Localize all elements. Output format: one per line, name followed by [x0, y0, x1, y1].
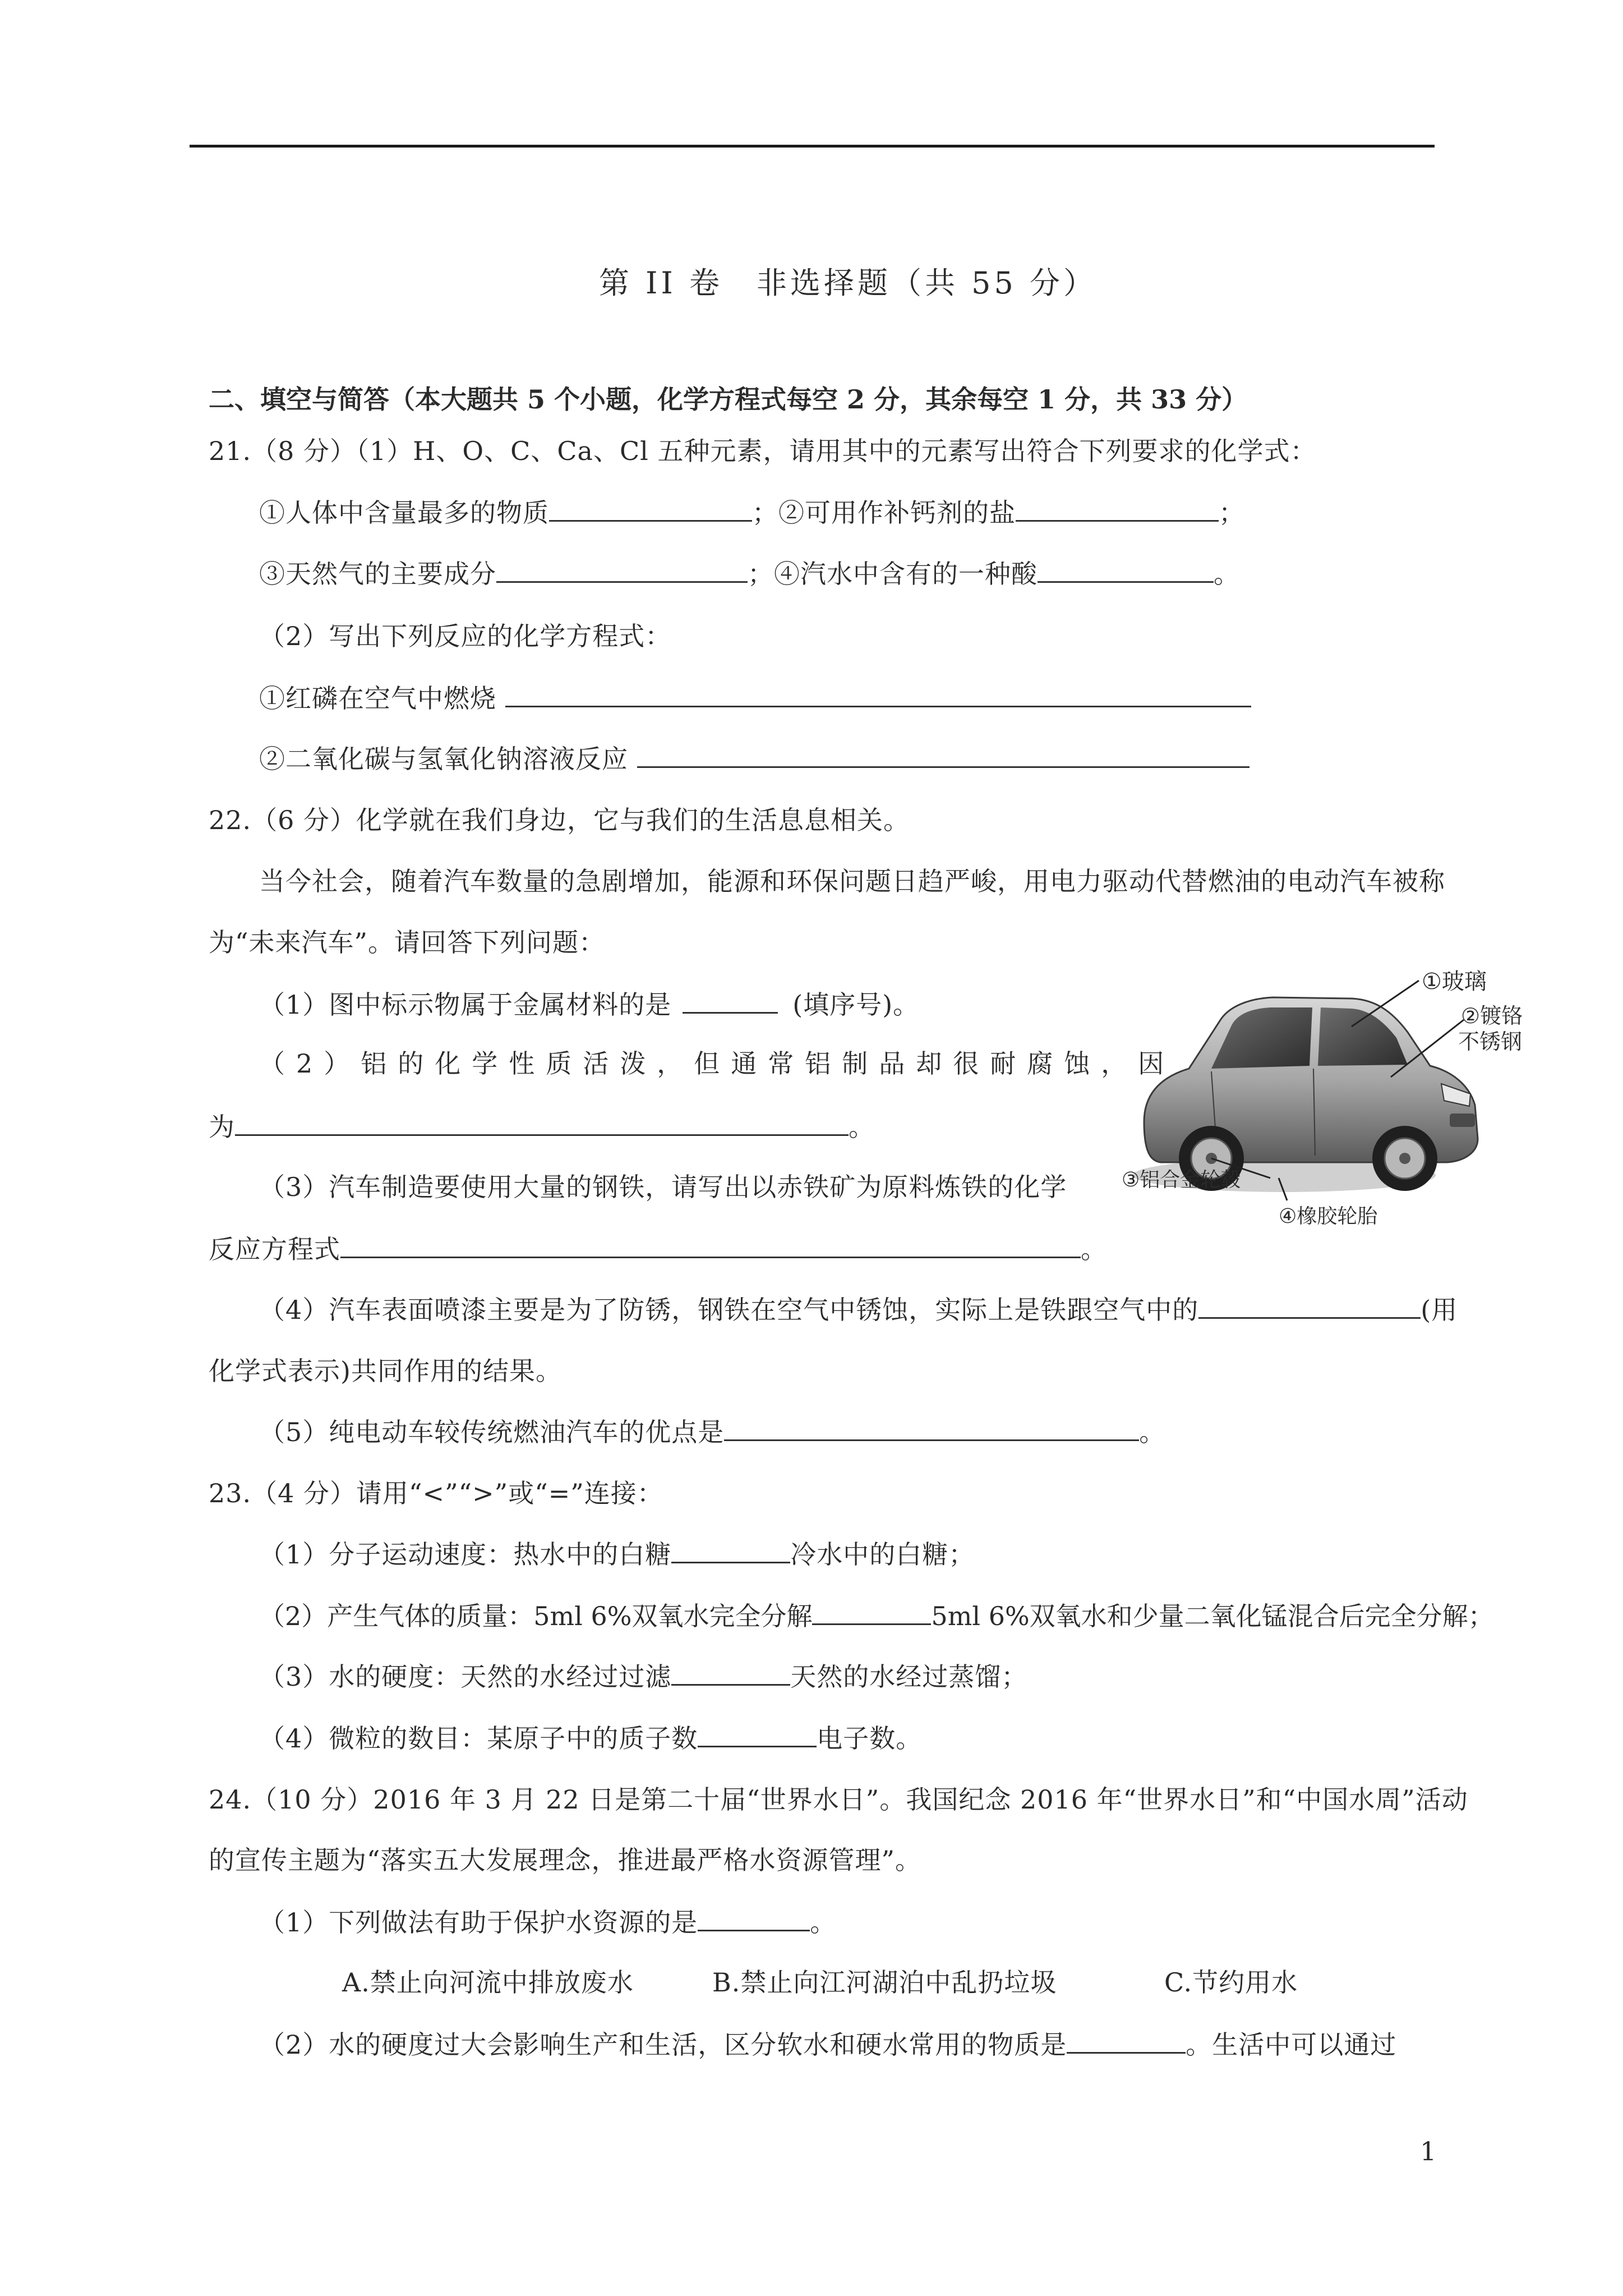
q21-blank1[interactable] [549, 495, 752, 522]
q24-stem2: 的宣传主题为“落实五大发展理念，推进最严格水资源管理”。 [209, 1845, 922, 1875]
q22-p2b: 为 [209, 1112, 235, 1142]
q21-blank2[interactable] [1016, 495, 1219, 522]
q22-p1-end: (填序号)。 [792, 990, 920, 1020]
q23-l2b: 5ml 6%双氧水和少量二氧化锰混合后完全分解； [931, 1601, 1494, 1631]
q23-stem: 23.（4 分）请用“<”“>”或“=”连接： [209, 1478, 663, 1508]
q22-p4b: 化学式表示)共同作用的结果。 [209, 1356, 562, 1386]
q21-blank3[interactable] [496, 556, 748, 583]
q23-row3 [259, 1659, 1027, 1694]
q22-p2b-row [209, 1110, 875, 1144]
q21-stem: 21.（8 分）（1）H、O、C、Ca、Cl 五种元素，请用其中的元素写出符合下列要求的化学式： [209, 436, 1317, 466]
q21-sep1: ； [752, 498, 778, 528]
page-title: 第 II 卷 非选择题（共 55 分） [599, 265, 1098, 301]
q22-p4a-row [259, 1292, 1458, 1327]
car-figure [1122, 954, 1548, 1245]
q22-p3b: 反应方程式 [209, 1234, 340, 1264]
q22-para2: 为“未来汽车”。请回答下列问题： [209, 927, 606, 958]
section-heading: 二、填空与简答（本大题共 5 个小题，化学方程式每空 2 分，其余每空 1 分，共 33 分） [209, 384, 1248, 415]
q22-p3-blank[interactable] [340, 1232, 1081, 1258]
q22-stem: 22.（6 分）化学就在我们身边，它与我们的生活息息相关。 [209, 805, 910, 835]
q24-option-c: C.节约用水 [1164, 1967, 1298, 1998]
q23-l1b: 冷水中的白糖； [790, 1539, 975, 1570]
q21-eq1-row [259, 681, 1251, 715]
q24-p1-end: 。 [810, 1907, 837, 1938]
header-rule [190, 145, 1435, 148]
q24-p1: （1）下列做法有助于保护水资源的是 [259, 1907, 698, 1938]
q24-option-b: B.禁止向江河湖泊中乱扔垃圾 [712, 1967, 1057, 1998]
q22-p5: （5）纯电动车较传统燃油汽车的优点是 [259, 1417, 725, 1447]
q21-eq2-blank[interactable] [637, 742, 1249, 768]
q21-row2 [259, 556, 1240, 591]
q24-p1-row [259, 1905, 836, 1939]
q23-row2 [259, 1599, 1494, 1633]
q22-para1: 当今社会，随着汽车数量的急剧增加，能源和环保问题日趋严峻，用电力驱动代替燃油的电动汽车被称 [259, 866, 1445, 896]
car-label-steel: 不锈钢 [1458, 1029, 1523, 1054]
q21-row1 [259, 495, 1245, 530]
q21-part2: （2）写出下列反应的化学方程式： [259, 621, 672, 651]
q21-sep3: ； [748, 559, 774, 589]
car-label-chrome: ②镀铬 [1461, 1004, 1523, 1028]
q21-eq1-blank[interactable] [505, 681, 1251, 707]
q23-blank1[interactable] [671, 1537, 790, 1563]
q23-l1a: （1）分子运动速度：热水中的白糖 [259, 1539, 672, 1570]
q21-end2: ； [1219, 498, 1245, 528]
q24-p2-blank[interactable] [1067, 2027, 1186, 2054]
q22-p5-end: 。 [1139, 1417, 1166, 1447]
q22-p3-end: 。 [1081, 1234, 1107, 1264]
q21-eq2: ②二氧化碳与氢氧化钠溶液反应 [259, 744, 628, 774]
q22-p2-blank[interactable] [235, 1110, 849, 1136]
q24-p2-end: 。生活中可以通过 [1186, 2030, 1397, 2060]
q21-eq2-row [259, 742, 1249, 776]
q24-p2: （2）水的硬度过大会影响生产和生活，区分软水和硬水常用的物质是 [259, 2030, 1067, 2060]
q24-stem1: 24.（10 分）2016 年 3 月 22 日是第二十届“世界水日”。我国纪念 2016 年“世界水日”和“中国水周”活动 [209, 1784, 1468, 1815]
q22-p1-row [259, 987, 919, 1022]
q23-l2a: （2）产生气体的质量：5ml 6%双氧水完全分解 [259, 1601, 813, 1631]
q23-row4 [259, 1721, 922, 1755]
car-label-glass: ①玻璃 [1422, 969, 1487, 995]
q23-l4b: 电子数。 [817, 1723, 923, 1754]
q21-end4: 。 [1214, 559, 1240, 589]
car-label-tire: ④橡胶轮胎 [1279, 1205, 1378, 1228]
q23-row1 [259, 1537, 975, 1571]
q22-p1-blank[interactable] [683, 987, 778, 1014]
q22-p3b-row [209, 1232, 1107, 1266]
q23-l3a: （3）水的硬度：天然的水经过过滤 [259, 1662, 672, 1692]
q22-p4a-end: (用 [1421, 1295, 1458, 1325]
q22-p2-end: 。 [849, 1112, 875, 1142]
q22-p1: （1）图中标示物属于金属材料的是 [259, 990, 672, 1020]
car-label-wheel: ③铝合金轮毂 [1122, 1168, 1241, 1191]
q21-item2: ②可用作补钙剂的盐 [778, 498, 1016, 528]
q22-p5-row [259, 1415, 1165, 1449]
q23-blank3[interactable] [671, 1659, 790, 1686]
q24-p1-blank[interactable] [698, 1905, 810, 1931]
q22-p2a: （2）铝的化学性质活泼，但通常铝制品却很耐腐蚀，因 [259, 1048, 1175, 1079]
q23-blank4[interactable] [698, 1721, 817, 1747]
q23-l3b: 天然的水经过蒸馏； [790, 1662, 1028, 1692]
q22-p5-blank[interactable] [724, 1415, 1139, 1441]
q22-p4-blank[interactable] [1198, 1292, 1421, 1319]
q24-p2-row [259, 2027, 1396, 2062]
page-number: 1 [1420, 2136, 1437, 2166]
q21-blank4[interactable] [1038, 556, 1214, 583]
q24-option-a: A.禁止向河流中排放废水 [342, 1967, 634, 1998]
q23-l4a: （4）微粒的数目：某原子中的质子数 [259, 1723, 698, 1754]
q21-item1: ①人体中含量最多的物质 [259, 498, 549, 528]
q23-blank2[interactable] [812, 1599, 931, 1625]
q21-item3: ③天然气的主要成分 [259, 559, 496, 589]
q22-p4a: （4）汽车表面喷漆主要是为了防锈，钢铁在空气中锈蚀，实际上是铁跟空气中的 [259, 1295, 1199, 1325]
q21-eq1: ①红磷在空气中燃烧 [259, 683, 496, 714]
q22-p3a: （3）汽车制造要使用大量的钢铁，请写出以赤铁矿为原料炼铁的化学 [259, 1172, 1067, 1202]
q21-item4: ④汽水中含有的一种酸 [774, 559, 1038, 589]
